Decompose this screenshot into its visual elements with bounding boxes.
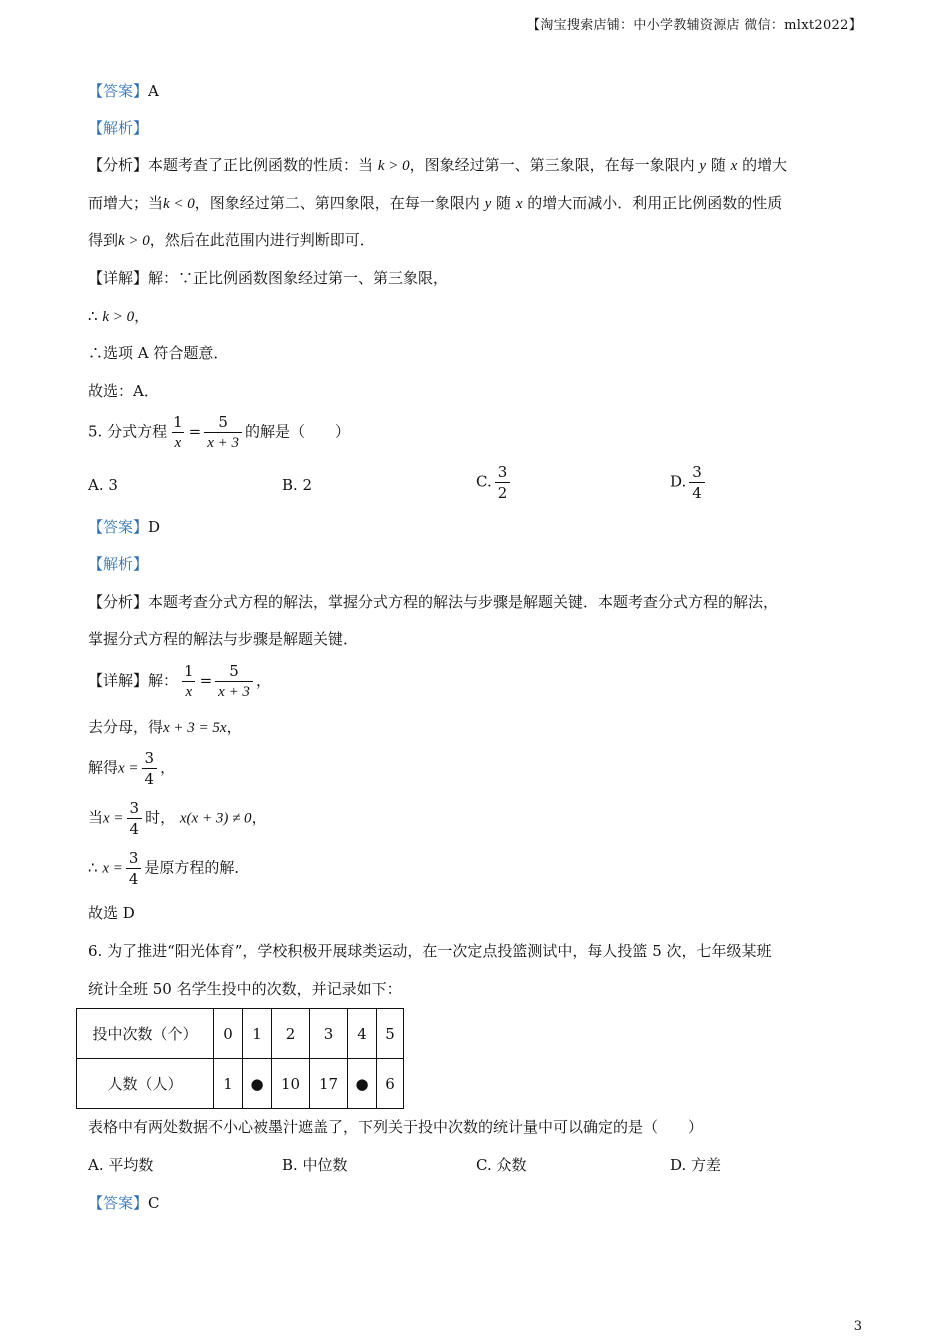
q4-fenxi-line-2 [88, 192, 782, 215]
q5-fenxi-line-2: 掌握分式方程的解法与步骤是解题关键． [88, 630, 359, 648]
math-k-positive: k > 0 [118, 233, 150, 249]
q5-xiangjie-line-1 [88, 661, 271, 702]
equals-sign: = [199, 671, 213, 690]
text: 本题考查分式方程的解法，掌握分式方程的解法与步骤是解题关键．本题考查分式方程的解法， [148, 593, 779, 611]
q5-answer-line [88, 516, 160, 538]
table-cell: 4 [348, 1009, 377, 1059]
table-row [77, 1059, 404, 1109]
math-inequation: x(x + 3) ≠ 0 [179, 810, 252, 827]
table-cell: 0 [214, 1009, 243, 1059]
fraction-1-over-x [170, 412, 186, 453]
numerator: 3 [692, 463, 702, 481]
answer-tag: 【答案】 [88, 518, 149, 536]
answer-tag: 【答案】 [88, 82, 149, 100]
q5-fenxi-line-1 [88, 591, 778, 613]
text: ， [255, 671, 271, 690]
numerator: 1 [184, 662, 194, 680]
table-cell: 3 [310, 1009, 348, 1059]
math-x-equals: x = [102, 860, 123, 877]
therefore-symbol: ∴ [88, 858, 98, 877]
q6-answer-line [88, 1192, 160, 1214]
fraction-3-over-4 [689, 462, 705, 503]
table-header-cell: 投中次数（个） [77, 1009, 214, 1059]
q5-xiangjie-line-5 [88, 848, 249, 889]
fraction-5-over-x-plus-3 [215, 661, 253, 702]
text: 解得 [88, 758, 119, 777]
text: 解： [148, 671, 179, 690]
fenxi-tag: 【分析】 [88, 156, 149, 174]
denominator: x [172, 432, 185, 453]
q5-xiangjie-line-4 [88, 798, 267, 839]
xiangjie-tag: 【详解】 [88, 671, 149, 690]
fraction-3-over-4 [126, 848, 142, 889]
q4-xiangjie-line-2 [88, 305, 149, 328]
analysis-tag: 【解析】 [88, 555, 149, 573]
numerator: 3 [144, 749, 155, 767]
q4-analysis-tag [88, 117, 148, 139]
q5-xiangjie-line-2 [88, 716, 242, 739]
table-cell: 6 [377, 1059, 404, 1109]
text: 5. 分式方程 [88, 422, 168, 441]
denominator: 4 [142, 768, 158, 789]
text: 解：∵正比例函数图象经过第一、第三象限， [148, 269, 449, 287]
table-cell: ● [243, 1059, 272, 1109]
table-cell: 17 [310, 1059, 348, 1109]
text: ， [160, 758, 176, 777]
text: 随 [710, 156, 726, 174]
fraction-3-over-2 [495, 462, 511, 503]
option-label: C. [476, 472, 492, 491]
page-number: 3 [853, 1319, 862, 1334]
numerator: 5 [218, 413, 228, 431]
q5-option-d [670, 462, 708, 503]
q6-stem-line-2: 统计全班 50 名学生投中的次数，并记录如下： [88, 980, 402, 998]
xiangjie-tag: 【详解】 [88, 269, 149, 287]
text: 当 [88, 808, 104, 827]
numerator: 3 [128, 849, 139, 867]
answer-value: D [148, 518, 161, 536]
q5-xiangjie-line-6: 故选 D [88, 904, 135, 922]
q6-stem-line-3: 表格中有两处数据不小心被墨汁遮盖了，下列关于投中次数的统计量中可以确定的是（ ） [88, 1118, 704, 1136]
math-k-positive: k > 0 [102, 309, 135, 325]
q4-fenxi-line-3 [88, 229, 375, 252]
q5-xiangjie-line-3 [88, 748, 175, 789]
analysis-tag: 【解析】 [88, 119, 149, 137]
table-cell: 1 [214, 1059, 243, 1109]
text: ，然后在此范围内进行判断即可． [149, 231, 375, 249]
shots-table [76, 1008, 404, 1109]
denominator: x [182, 681, 195, 702]
text: 得到 [88, 231, 119, 249]
text: 的解是（ ） [245, 422, 351, 441]
text: 时， [145, 808, 176, 827]
math-x-equals: x = [103, 810, 124, 827]
numerator: 3 [497, 463, 508, 481]
denominator: 4 [126, 868, 142, 889]
numerator: 3 [129, 799, 140, 817]
text: 本题考查了正比例函数的性质：当 [148, 156, 374, 174]
q6-option-c: C. 众数 [476, 1156, 527, 1174]
q4-xiangjie-line-3: ∴选项 A 符合题意． [88, 344, 229, 362]
text: 去分母，得 [88, 718, 164, 736]
answer-value: C [148, 1194, 160, 1212]
option-label: D. [670, 472, 687, 491]
q6-stem-line-1: 6. 为了推进“阳光体育”，学校积极开展球类运动，在一次定点投篮测试中，每人投篮 5 次，七年级某班 [88, 942, 772, 960]
table-cell: ● [348, 1059, 377, 1109]
numerator: 1 [173, 413, 183, 431]
math-equation: x + 3 = 5x [163, 720, 227, 736]
q4-fenxi-line-1 [88, 154, 787, 177]
q6-option-d: D. 方差 [670, 1156, 722, 1174]
text: ，图象经过第一、第三象限，在每一象限内 [409, 156, 695, 174]
denominator: x + 3 [204, 432, 242, 453]
q4-xiangjie-line-1 [88, 267, 448, 289]
math-k-negative: k < 0 [163, 196, 195, 212]
table-row [77, 1009, 404, 1059]
q4-answer-line [88, 80, 159, 102]
q5-option-c [476, 462, 513, 503]
math-x: x [730, 158, 738, 174]
text: 的增大 [742, 156, 788, 174]
text: 的增大而减小．利用正比例函数的性质 [527, 194, 783, 212]
table-header-cell: 人数（人） [77, 1059, 214, 1109]
math-y: y [484, 196, 492, 212]
text: ， [134, 307, 150, 325]
therefore-symbol: ∴ [88, 307, 98, 325]
q5-option-a: A. 3 [88, 476, 118, 494]
fraction-1-over-x [181, 661, 197, 702]
math-y: y [699, 158, 707, 174]
q5-stem [88, 412, 350, 453]
equals-sign: = [188, 422, 202, 441]
table-cell: 1 [243, 1009, 272, 1059]
math-x: x [515, 196, 523, 212]
text: 是原方程的解． [144, 858, 250, 877]
denominator: 2 [495, 482, 511, 503]
text: 随 [496, 194, 512, 212]
answer-tag: 【答案】 [88, 1194, 149, 1212]
text: ， [251, 808, 267, 827]
denominator: 4 [689, 482, 705, 503]
fraction-5-over-x-plus-3 [204, 412, 242, 453]
table-cell: 2 [272, 1009, 310, 1059]
text: 而增大；当 [88, 194, 164, 212]
q6-option-a: A. 平均数 [88, 1156, 154, 1174]
numerator: 5 [229, 662, 239, 680]
denominator: 4 [127, 818, 143, 839]
text: ， [226, 718, 242, 736]
q4-xiangjie-line-4: 故选：A． [88, 382, 159, 400]
table-cell: 5 [377, 1009, 404, 1059]
q5-option-b: B. 2 [282, 476, 313, 494]
fenxi-tag: 【分析】 [88, 593, 149, 611]
page-header: 【淘宝搜索店铺：中小学教辅资源店 微信：mlxt2022】 [527, 18, 862, 33]
math-k-positive: k > 0 [377, 158, 410, 174]
denominator: x + 3 [215, 681, 253, 702]
answer-value: A [148, 82, 159, 100]
fraction-3-over-4 [127, 798, 143, 839]
text: ，图象经过第二、第四象限，在每一象限内 [194, 194, 480, 212]
table-cell: 10 [272, 1059, 310, 1109]
math-x-equals: x = [118, 760, 139, 777]
q5-analysis-tag [88, 553, 148, 575]
q6-option-b: B. 中位数 [282, 1156, 348, 1174]
fraction-3-over-4 [142, 748, 158, 789]
